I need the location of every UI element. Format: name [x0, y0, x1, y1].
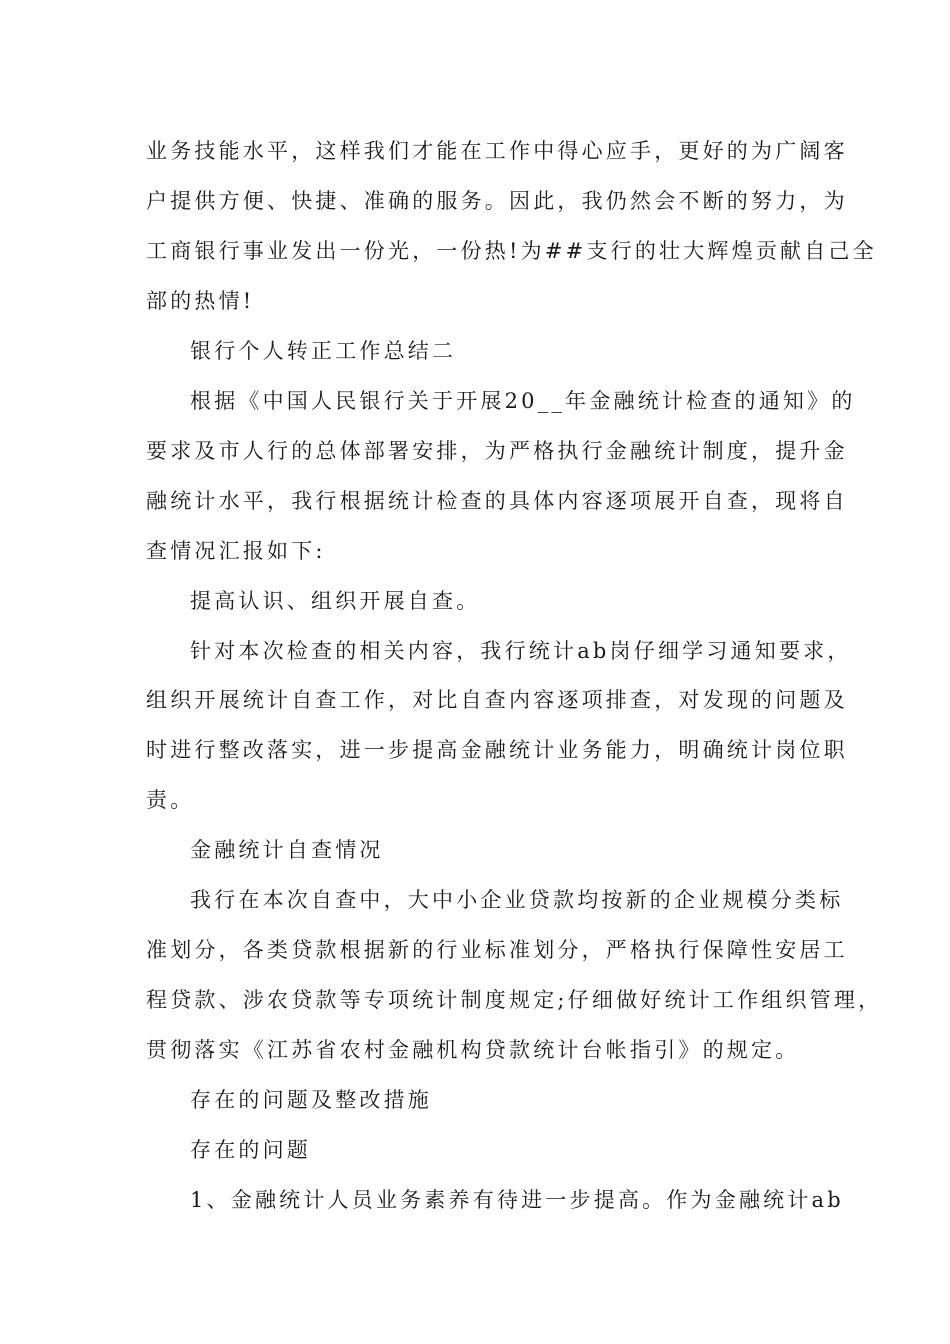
body-text-line: 我行在本次自查中，大中小企业贷款均按新的企业规模分类标 [190, 888, 844, 912]
body-text-line: 组织开展统计自查工作，对比自查内容逐项排查，对发现的问题及 [146, 688, 848, 712]
body-text-line: 融统计水平，我行根据统计检查的具体内容逐项展开自查，现将自 [146, 489, 848, 513]
body-text-line: 工商银行事业发出一份光，一份热!为##支行的壮大辉煌贡献自己全 [146, 239, 877, 263]
section-heading: 存在的问题及整改措施 [190, 1088, 432, 1112]
body-text-line: 贯彻落实《江苏省农村金融机构贷款统计台帐指引》的规定。 [146, 1038, 800, 1062]
body-text-line: 查情况汇报如下: [146, 539, 326, 563]
body-text-line: 部的热情! [146, 289, 255, 313]
body-text-line: 要求及市人行的总体部署安排，为严格执行金融统计制度，提升金 [146, 439, 848, 463]
body-text-line: 1、金融统计人员业务素养有待进一步提高。作为金融统计ab [190, 1188, 844, 1212]
section-heading: 提高认识、组织开展自查。 [190, 589, 481, 613]
section-heading: 金融统计自查情况 [190, 838, 384, 862]
body-text-line: 针对本次检查的相关内容，我行统计ab岗仔细学习通知要求， [190, 639, 852, 663]
body-text-line: 根据《中国人民银行关于开展20__年金融统计检查的通知》的 [190, 389, 856, 413]
body-text-line: 业务技能水平，这样我们才能在工作中得心应手，更好的为广阔客 [146, 139, 848, 163]
body-text-line: 责。 [146, 788, 195, 812]
body-text-line: 程贷款、涉农贷款等专项统计制度规定;仔细做好统计工作组织管理， [146, 988, 883, 1012]
subsection-heading: 存在的问题 [190, 1138, 311, 1162]
section-heading: 银行个人转正工作总结二 [190, 339, 457, 363]
body-text-line: 准划分，各类贷款根据新的行业标准划分，严格执行保障性安居工 [146, 938, 848, 962]
body-text-line: 时进行整改落实，进一步提高金融统计业务能力，明确统计岗位职 [146, 738, 848, 762]
body-text-line: 户提供方便、快捷、准确的服务。因此，我仍然会不断的努力，为 [146, 189, 848, 213]
